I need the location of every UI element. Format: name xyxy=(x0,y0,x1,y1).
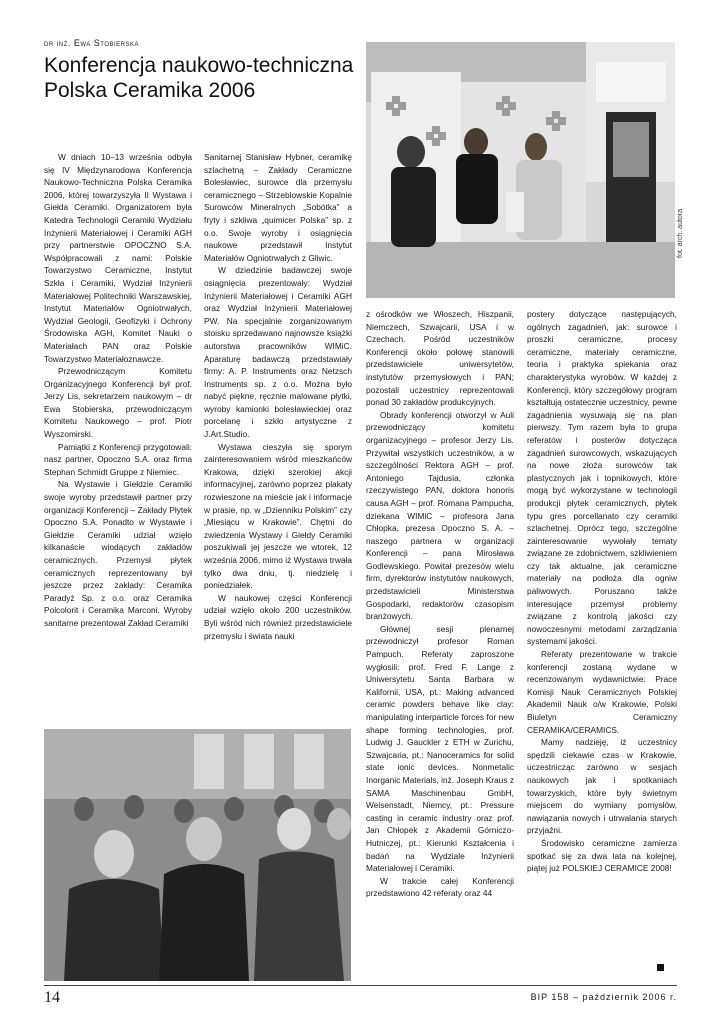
paragraph: Przewodniczącym Komitetu Organizacyjnego Konferencji był prof. Jerzy Lis, sekretarzem naukowym – dr Ewa Stobierska, przewodniczącym Komitetu Naukowego – prof. Piotr Wyszomirski. xyxy=(44,366,192,440)
text-column-3 xyxy=(366,308,514,900)
paragraph: Środowisko ceramiczne zamierza spotkać się za dwa lata na kolejnej, piątej już POLSKIEJ CERAMICE 2008! xyxy=(527,837,677,874)
author-byline: dr inż. Ewa Stobierska xyxy=(44,38,140,48)
text-column-1 xyxy=(44,151,192,630)
end-of-article-mark xyxy=(657,964,664,971)
paragraph: Referaty prezentowane w trakcie konferencji zostaną wydane w recenzowanym wydawnictwie: Prace Komisji Nauk Ceramicznych Polskiej Akademii Nauk o/w Krakowie, Polski Biuletyn Ceramiczny CERAMIKA/CERAMICS. xyxy=(527,649,677,735)
paragraph: W trakcie całej Konferencji przedstawiono 42 referaty oraz 44 xyxy=(366,875,514,899)
paragraph: Mamy nadzieję, iż uczestnicy spędzili ciekawie czas w Krakowie, uczestnicząc zarówno w sesjach naukowych jak i spotkaniach towarzyskich, które były świetnym miejscem do wymiany pomysłów, nawiązania nowych i utrwalania starych przyjaźni. xyxy=(527,737,677,836)
paragraph: Głównej sesji plenarnej przewodniczył profesor Roman Pampuch. Referaty zaproszone wygłosili: prof. Fred F. Lange z Uniwersytetu Santa Barbara w Kalifornii, USA, pt.: Making advanced ceramic powders behave like clay: manipulating interparticle forces for new shape forming technologies, prof. Ludwig J. Gauckler z ETH w Zurichu, Szwajcaria, pt.: Nanoceramics for solid state ionic devices. Nonmetalic Inorganic Materials, inż. Joseph Kraus z SAMA Maschinenbau GmbH, Weisenstadt, Niemcy, pt.: Pressure casting in ceramic industry oraz prof. Jan Chłopek z Akademii Górniczo-Hutniczej, pt.: Kierunki Kształcenia i badań na Wydziale Inżynierii Materiałowej i Ceramiki. xyxy=(366,623,514,874)
article-title: Konferencja naukowo-techniczna Polska Ceramika 2006 xyxy=(44,54,354,102)
paragraph: Wystawa cieszyła się sporym zainteresowaniem wśród mieszkańców Krakowa, dzięki szerokiej akcji informacyjnej, zarówno poprzez plakaty rozwieszone na mieście jak i informacje w prasie, np. w „Dzienniku Polskim” czy „Miesiącu w Krakowie”. Chętni do zwiedzenia Wystawy i Giełdy Ceramiki poszukiwali jej jeszcze we wtorek, 12 września 2006, mimo iż Wystawa trwała tylko dwa dniu, tj. niedzielę i poniedziałek. xyxy=(204,441,352,591)
paragraph: W dniach 10–13 września odbyła się IV Międzynarodowa Konferencja Naukowo-Techniczna Polska Ceramika 2006, której towarzyszyła II Wystawa i Giełda Ceramiki. Organizatorem była Katedra Technologii Ceramiki Wydziału Inżynierii Materiałowej i Ceramiki AGH przy partnerstwie OPOCZNO S.A. Współpracowali z nami: Polskie Towarzystwo Ceramiczne, Instytut Szkła i Ceramiki, Wydział Inżynierii Materiałowej Politechniki Warszawskiej, Instytut Materiałów Ogniotrwałych, Wydział Geologii, Geofizyki i Ochrony Środowiska AGH, Komitet Nauki o Materiałach PAN oraz Polskie Towarzystwo Materiałoznawcze. xyxy=(44,152,192,364)
paragraph: postery dotyczące następujących, ogólnych zagadnień, jak: surowce i proszki ceramiczne, procesy ceramiczne, materiały ceramiczne, teoria i praktyka spiekania oraz charakterystyka wyrobów. W każdej z Konferencji, który szczegółowy program kształtują ostatecznie uczestnicy, pewne zagadnienia wysuwają się na plan pierwszy. Tym razem była to grupa referatów i posterów dotycząca zagadnień surowcowych, wskazujących na nowe złoża surowców tak plastycznych jak i topnikowych, które mogą być wykorzystane w technologii produkcji płytek ceramicznych, płytek typu gres porcellanato czy ceramiki szlachetnej. Oprócz tego, szczególne zainteresowanie wywołały tematy związane ze zdobnictwem, szkliwieniem czy tak aktualne, jak ceramiczne materiały na podłoża dla ogniw paliwowych. Poruszano także interesujące przemysł problemy związane z kontrolą jakości czy nowoczesnymi metodami zarządzania systemami jakości. xyxy=(527,309,677,647)
text-column-2 xyxy=(204,151,352,642)
paragraph: Pamiątki z Konferencji przygotowali: nasz partner, Opoczno S.A. oraz firma Stephan Schmidt Gruppe z Niemiec. xyxy=(44,441,192,477)
paragraph: W naukowej części Konferencji udział wzięło około 200 uczestników. Byli wśród nich również przedstawiciele przemysłu i świata nauki xyxy=(204,592,352,641)
paragraph: W dziedzinie badawczej swoje osiągnięcia prezentowały: Wydział Inżynierii Materiałowej i Ceramiki AGH oraz Wydział Inżynierii Materiałowej PW. Na specjalnie zorganizowanym stoisku sprzedawano najnowsze książki autorstwa pracowników WIMiC. Aparaturę badawczą przedstawiały firmy: A. P. Instruments oraz Netzsch Instruments sp. z o.o. Można było nabyć piękne, ręcznie malowane płytki, wyroby kamionki bolesławieckiej oraz porcelanę i szkło artystyczne z J.Art.Studio. xyxy=(204,265,352,440)
paragraph: Na Wystawie i Giełdzie Ceramiki swoje wyroby przedstawił partner przy organizacji Konferencji – Zakłady Płytek Opoczno S.A. Ponadto w Wystawie i Giełdzie Ceramiki udział wzięło kilkanaście wiodących zakładów ceramicznych. Przemysł płytek ceramicznych reprezentowany był jeszcze przez zakłady: Ceramika Paradyż Sp. z o.o. oraz Ceramika Polcolorit i Ceramika Marconi. Wyroby sanitarne prezentował Zakład Ceramiki xyxy=(44,479,192,628)
paragraph: Sanitarnej Stanisław Hybner, ceramikę szlachetną – Zakłady Ceramiczne Bolesławiec, surowce dla przemysłu ceramicznego – Strzeblowskie Kopalnie Surowców Mineralnych „Sobótka” a fryty i szkliwa „quimicer Polska” sp. z o.o. Swoje wyroby i osiągnięcia naukowe przedstawił Instytut Materiałów Ogniotrwałych z Gliwic. xyxy=(204,152,352,263)
paragraph: z ośrodków we Włoszech, Hiszpanii, Niemczech, Szwajcarii, USA i w Czechach. Pośród uczestników Konferencji około połowę stanowili przedstawiciele uniwersytetów, instytutów przemysłowych i PAN; pozostali uczestnicy reprezentowali ponad 30 zakładów produkcyjnych. xyxy=(366,309,514,408)
text-column-4 xyxy=(527,308,677,875)
audience-photo xyxy=(44,729,351,981)
photo-credit: fot. arch. autora xyxy=(677,208,684,258)
paragraph: Obrady konferencji otworzył w Auli przewodniczący komitetu organizacyjnego – profesor Jerzy Lis. Przywitał wszystkich uczestników, a w szczególności Rektora AGH – prof. Antoniego Tajdusia, członka rzeczywistego PAN, doktora honoris causa AGH – prof. Romana Pampucha, dziekana WIMiC – profesora Jana Chłopka, prezesa Opoczno S. A. – naszego partnera w organizacji Konferencji – pana Mirosława Godlewskiego. Powitał prezesów wielu firm, dyrektorów instytutów naukowych, przedstawicieli Ministerstwa Gospodarki, redaktorów czasopism branżowych. xyxy=(366,409,514,622)
page-number: 14 xyxy=(44,989,60,1006)
footer-rule xyxy=(44,985,677,986)
issue-info: BIP 158 – październik 2006 r. xyxy=(530,992,677,1002)
exhibition-stand-photo xyxy=(366,42,675,298)
